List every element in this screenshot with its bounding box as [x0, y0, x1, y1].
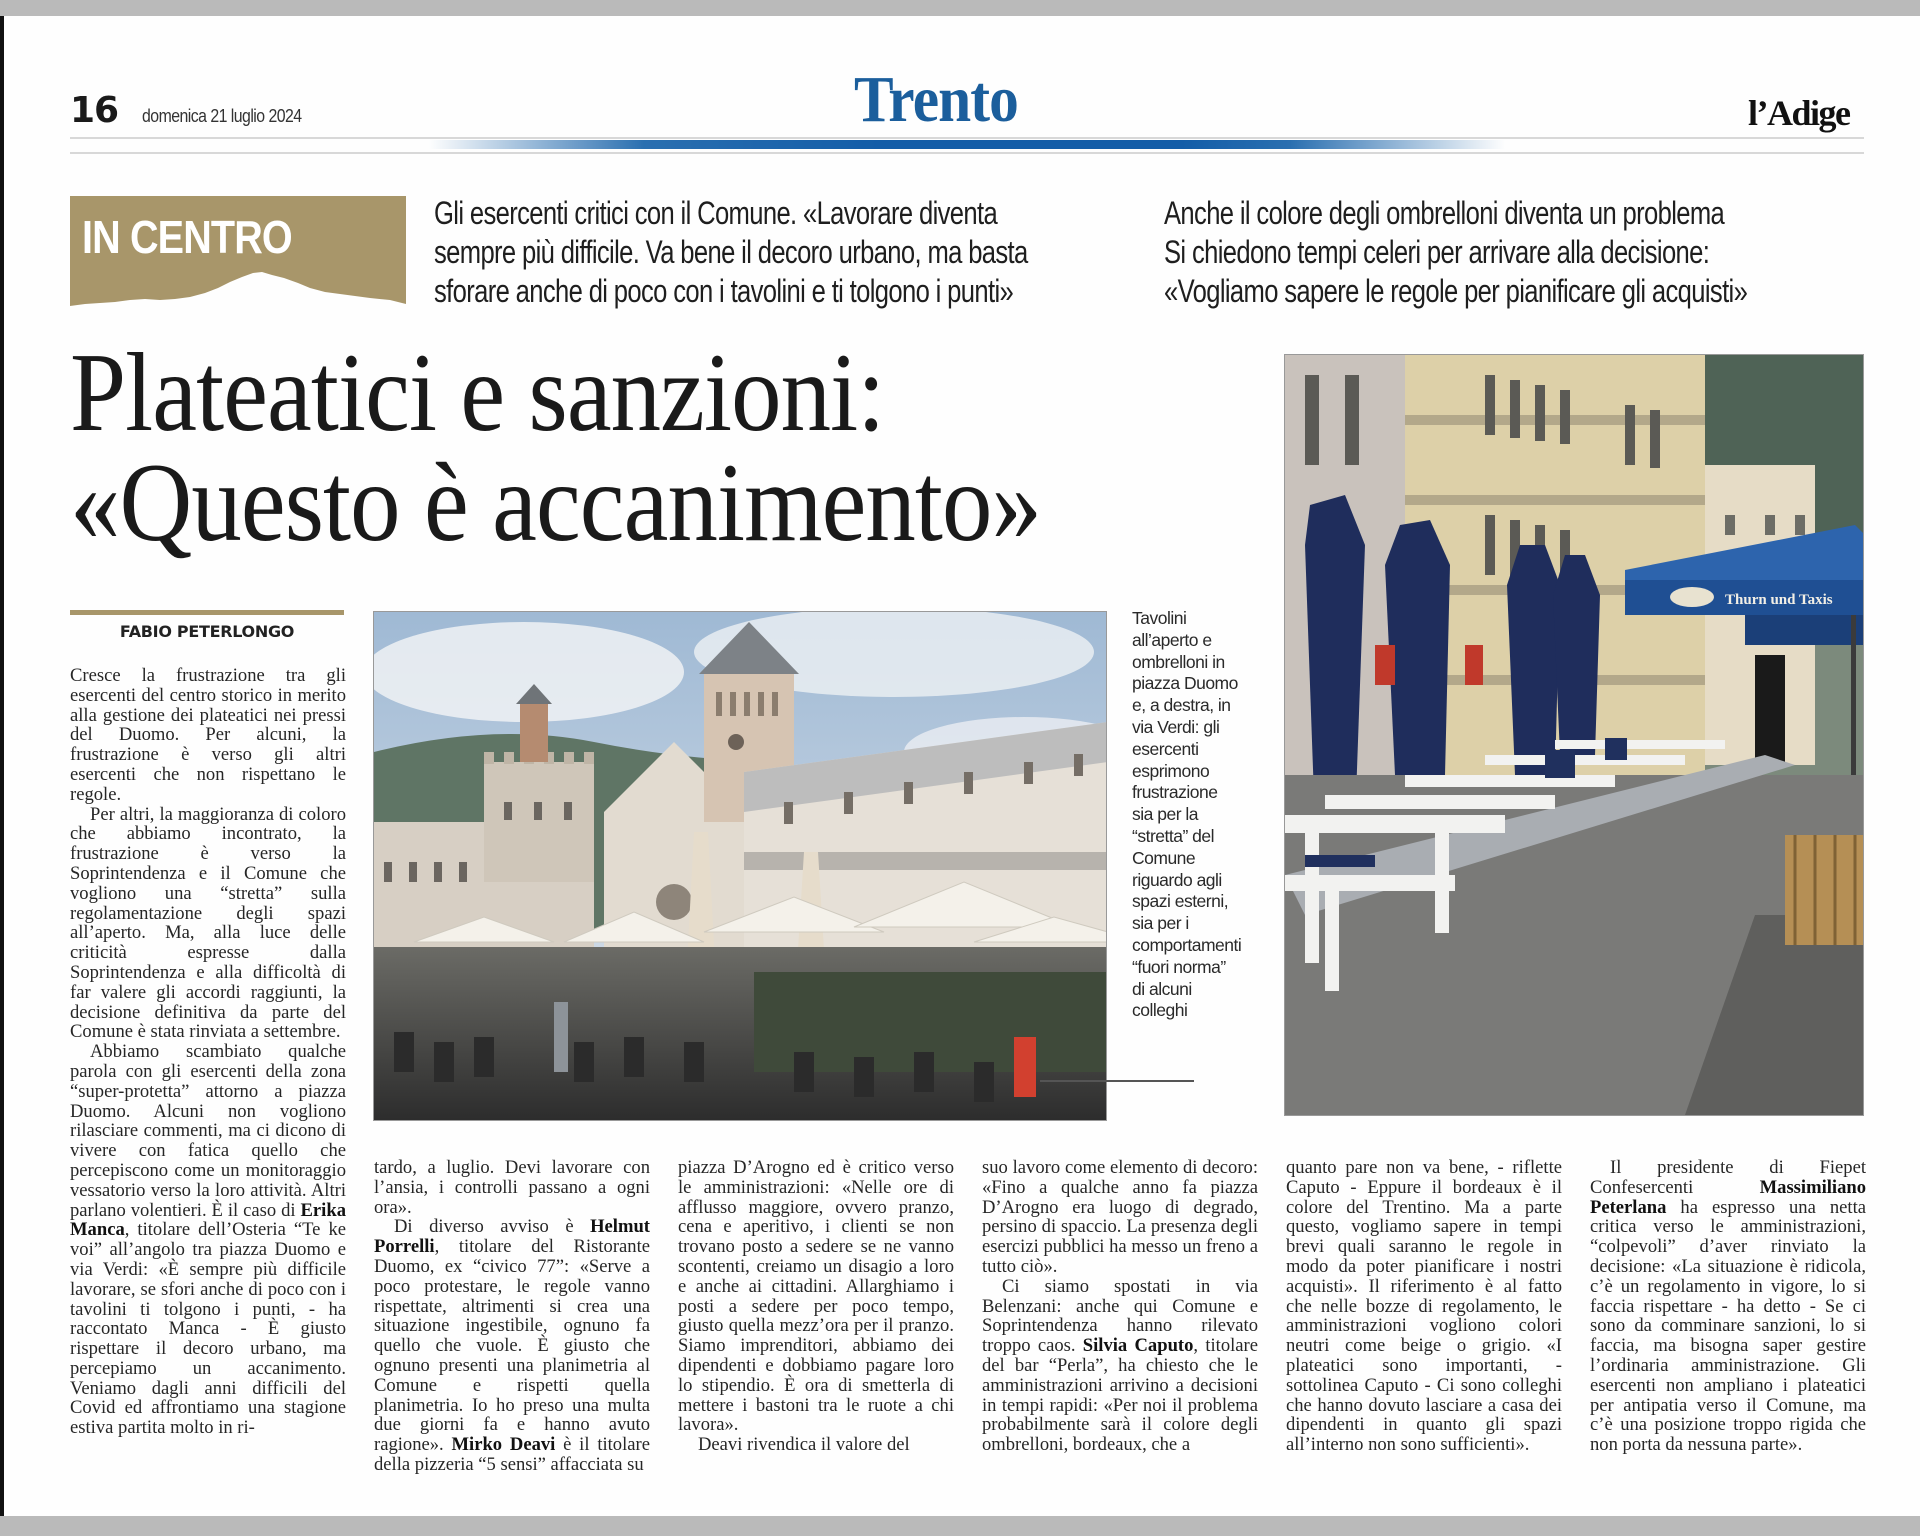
article-column-3 [678, 1158, 954, 1455]
person-name: Helmut Porrelli [374, 1216, 650, 1258]
paragraph: quanto pare non va bene, - riflette Caputo - Eppure il bordeaux è il colore del Trentino. Ma a parte questo, vogliamo sapere in tempi brevi quali saranno le regole in modo da poter pianificare i nostri acquisti». Il riferimento è al fatto che nelle bozze di regolamento, le amministrazioni vogliono colori neutri come beige o grigio. «I plateatici sono importanti, - sottolinea Caputo - Ci sono colleghi che hanno dovuto lasciare a casa dei dipendenti in quanto gli spazi all’interno non sono sufficienti». [1286, 1157, 1562, 1456]
section-kicker [70, 196, 406, 314]
text-run: Ci siamo spostati in via Belenzani: anche qui Comune e Soprintendenza hanno rilevato troppo caos. [982, 1275, 1258, 1357]
deck-left-line: Gli esercenti critici con il Comune. «Lavorare diventa [434, 195, 998, 231]
page-number: 16 [70, 90, 119, 131]
deck-right-line: Anche il colore degli ombrelloni diventa un problema [1164, 195, 1725, 231]
masthead-rule-blue [70, 140, 1864, 149]
street-cafe-image [1285, 355, 1864, 1116]
paragraph [374, 1217, 650, 1474]
text-run: , titolare del Ristorante Duomo, ex “civico 77”: «Serve a poco protestare, le regole vanno rispettate, altrimenti si crea una situazione ingestibile, ognuno fa quello che vuole. È giusto che ognuno presenti una planimetria al Comune e rispetti quella planimetria. Io ho preso una multa due giorni fa e hanno avuto ragione». [374, 1236, 650, 1456]
paragraph: Per altri, la maggioranza di coloro che abbiamo incontrato, la frustrazione è verso la Soprintendenza e il Comune che vogliono una “stretta” sulla regolamentazione degli spazi all’aperto. Ma, alla luce delle criticità espresse dalla Soprintendenza e alla difficoltà di far valere gli accordi raggiunti, la decisione definitiva da parte del Comune è stata rinviata a settembre. [70, 803, 346, 1043]
deck-right-line: Si chiedono tempi celeri per arrivare alla decisione: [1164, 234, 1710, 270]
deck-left [434, 194, 1028, 311]
deck-right-line: «Vogliamo sapere le regole per pianificare gli acquisti» [1164, 273, 1748, 309]
viewer-bottom-bar [0, 1516, 1920, 1536]
person-name: Erika Manca [70, 1199, 346, 1241]
article-column-6 [1590, 1158, 1866, 1455]
paragraph [982, 1277, 1258, 1455]
text-run: , titolare dell’Osteria “Te ke voi” all’angolo tra piazza Duomo e via Verdi: «È sempre più difficile lavorare, se sfori anche di poco con i tavolini ti tolgono i punti, - ha raccontato Manca - È giusto rispettare il decoro urbano, ma percepiamo un accanimento. Veniamo dagli anni difficili del Covid ed affrontiamo una stagione estiva partita molto in ri- [70, 1219, 346, 1439]
text-run: ha espresso una netta critica verso le amministrazioni, “colpevoli” d’aver rinviato la decisione: «La situazione è ridicola, c’è un regolamento in vigore, lo si faccia rispettare - ha detto - Se ci sono da comminare sanzioni, lo si faccia, ma bisogna saper gestire l’ordinaria amministrazione. Gli esercenti non ampliano i plateatici per antipatia verso il Comune, ma c’è una posizione troppo rigida che non porta da nessuna parte». [1590, 1196, 1866, 1456]
paragraph: Deavi rivendica il valore del [698, 1434, 910, 1456]
person-name: Silvia Caputo [1082, 1335, 1194, 1357]
cathedral-square-image [374, 612, 1107, 1121]
deck-right [1164, 194, 1747, 311]
text-run: , titolare del bar “Perla”, ha chiesto che le amministrazioni arrivino a decisioni in tempi rapidi: «Per noi il problema probabilmente sarà il colore degli ombrelloni, bordeaux, che a [982, 1335, 1258, 1456]
umbrella-brand-text: Thurn und Taxis [1725, 592, 1833, 608]
person-name: Mirko Deavi [451, 1434, 556, 1456]
article-column-5 [1286, 1158, 1562, 1455]
newspaper-page [0, 16, 1920, 1516]
text-run: Di diverso avviso è [394, 1216, 591, 1238]
headline [70, 331, 1042, 565]
text-run: è il titolare della pizzeria “5 sensi” affacciata su [374, 1434, 650, 1475]
caption-pointer-line [1040, 1080, 1194, 1082]
issue-date: domenica 21 luglio 2024 [142, 106, 302, 126]
masthead-rule-bottom [70, 152, 1864, 154]
headline-line-2: «Questo è accanimento» [70, 441, 1042, 565]
paragraph: suo lavoro come elemento di decoro: «Fino a qualche anno fa piazza D’Arogno era luogo di degrado, persino di spaccio. La presenza degli esercizi pubblici ha messo un freno a tutto ciò». [982, 1157, 1258, 1277]
photo-caption: Tavolini all’aperto e ombrelloni in piazza Duomo e, a destra, in via Verdi: gli esercenti esprimono frustrazione sia per la “stretta” del Comune riguardo agli spazi esterni, sia per i comportamenti “fuori norma” di alcuni colleghi [1132, 608, 1242, 1021]
headline-line-1: Plateatici e sanzioni: [70, 331, 885, 455]
byline-rule [70, 610, 344, 615]
deck-left-line: sempre più difficile. Va bene il decoro urbano, ma basta [434, 234, 1028, 270]
photo-piazza-duomo [373, 611, 1107, 1121]
paragraph: tardo, a luglio. Devi lavorare con l’ansia, i controlli passano a ogni ora». [374, 1157, 650, 1218]
person-name: Massimiliano Peterlana [1590, 1176, 1866, 1218]
paragraph [1590, 1158, 1866, 1455]
text-run: Il presidente di Fiepet Confesercenti [1590, 1157, 1866, 1198]
byline: FABIO PETERLONGO [119, 622, 295, 641]
photo-via-verdi [1284, 354, 1864, 1116]
paragraph: piazza D’Arogno ed è critico verso le amministrazioni: «Nelle ore di afflusso maggiore, ovvero pranzo, cena e aperitivo, i clienti se non trovano posto a sedere se ne vanno scontenti, creiamo un disagio a loro e anche ai cittadini. Allarghiamo i posti a sedere per poco tempo, giusto quella mezz’ora per il pranzo. Siamo imprenditori, abbiamo dei dipendenti e dobbiamo pagare loro lo stipendio. È ora di smetterla di mettere i bastoni tra le ruote a chi lavora». [678, 1157, 954, 1436]
paragraph [70, 1042, 346, 1438]
text-run: Abbiamo scambiato qualche parola con gli esercenti della zona “super-protetta” attorno a piazza Duomo. Alcuni non vogliono rilasciare commenti, ma ci dicono di vivere con fatica quello che percepiscono come un monitoraggio vessatorio verso la loro attività. Altri parlano volentieri. È il caso di [70, 1041, 346, 1221]
section-title: Trento [854, 63, 1018, 136]
paragraph: Cresce la frustrazione tra gli esercenti del centro storico in merito alla gestione dei plateatici nei pressi del Duomo. Per alcuni, la frustrazione è verso gli altri esercenti che non rispettano le regole. [70, 665, 346, 805]
kicker-label: IN CENTRO [82, 211, 292, 263]
article-column-4 [982, 1158, 1258, 1455]
article-column-1 [70, 666, 346, 1438]
viewer-top-bar [0, 0, 1920, 16]
masthead-rule-top [70, 137, 1864, 139]
newspaper-logo: l’Adige [1748, 93, 1850, 133]
deck-left-line: sforare anche di poco con i tavolini e ti tolgono i punti» [434, 273, 1014, 309]
article-column-2 [374, 1158, 650, 1475]
